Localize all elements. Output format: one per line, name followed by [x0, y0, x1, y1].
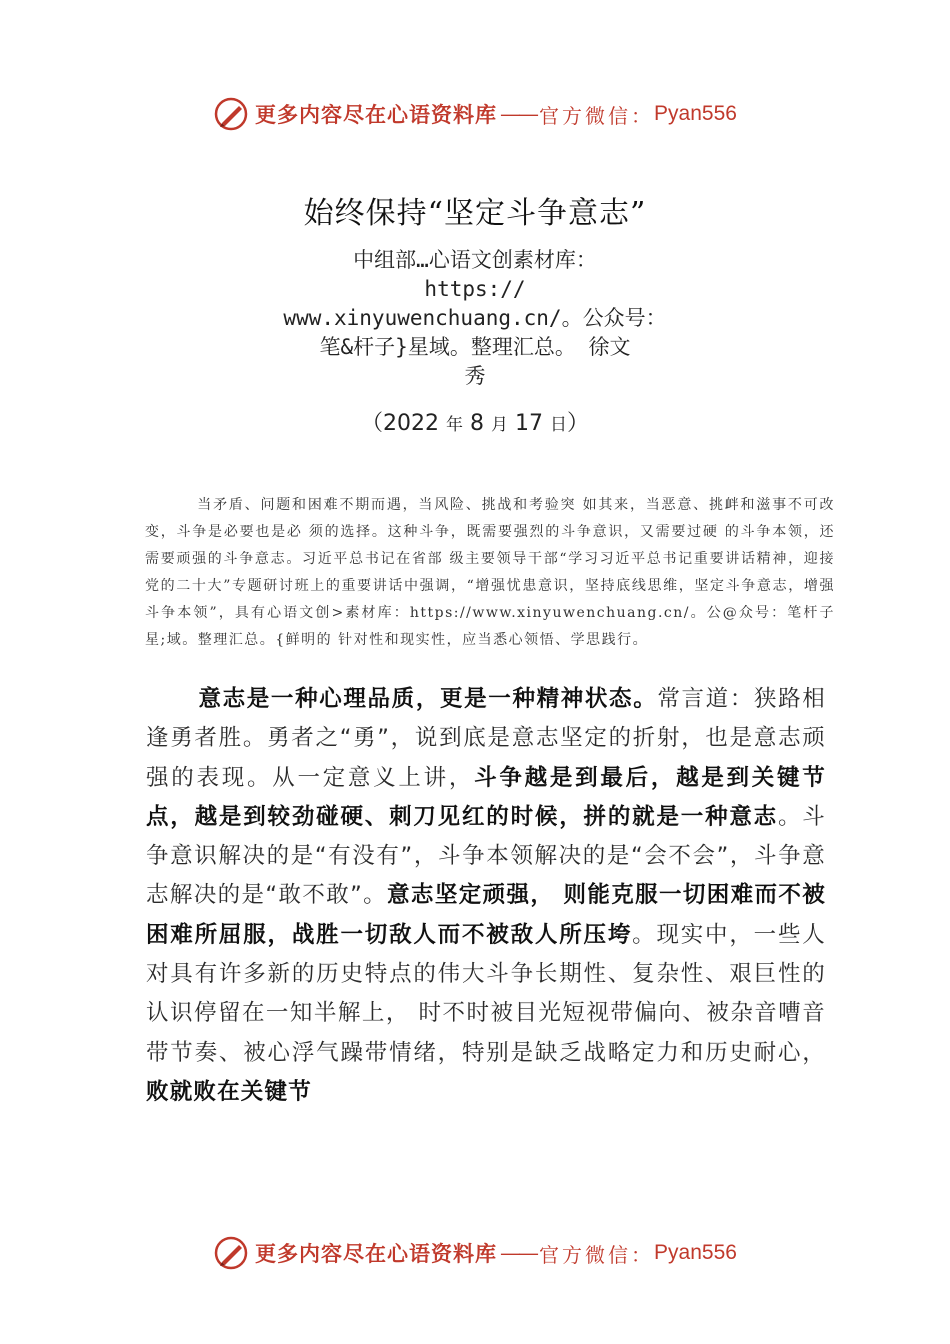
date-year-unit: 年: [446, 415, 463, 435]
banner-text: 更多内容尽在心语资料库: [255, 1241, 498, 1266]
body-segment-bold: 意志坚定顽强， 则能克服一切困难而不被困难所屈服，战胜一切敌人而不被敌人所压垮: [146, 882, 826, 948]
date-year: 2022: [383, 411, 439, 436]
body-segment: 。现实中，一些人对具有许多新的历史特点的伟大斗争长期性、复杂性、艰巨性的认识停留在一知半解上， 时不时被目光短视带偏向、被杂音嘈音带节奏、被心浮气躁带情绪，特别是缺乏战略定力和历史耐心，: [146, 921, 826, 1066]
abstract-text: 当矛盾、问题和困难不期而遇，当风险、挑战和考验突 如其来，当恶意、挑衅和滋事不可改变，斗争是必要也是必 须的选择。这种斗争，既需要强烈的斗争意识，又需要过硬 的斗争本领，还需要顽强的斗争意志。习近平总书记在省部 级主要领导干部“学习习近平总书记重要讲话精神，迎接党的二十大”专题研讨班上的重要讲话中强调，“增强忧患意识，坚持底线思维，坚定斗争意志，增强斗争本领”，具有心语文创>素材库：https://www.xinyuwenchuang.cn/。公@众号：笔杆子星;域。整理汇总。{鲜明的 针对性和现实性，应当悉心领悟、学思践行。: [145, 497, 835, 648]
date-month-unit: 月: [491, 415, 508, 435]
banner-text: 更多内容尽在心语资料库: [255, 102, 498, 127]
body-segment-bold: 斗争越是到最后，越是到关键节点，越是到较劲碰硬、刺刀见红的时候，拼的就是一种意志: [146, 764, 826, 830]
date-month: 8: [470, 411, 484, 436]
date-open: （: [360, 411, 383, 436]
byline-line: 笔&杆子}星域。整理汇总。 徐文: [319, 335, 631, 359]
banner-dash: ——: [500, 1241, 537, 1265]
footer-banner: [0, 1233, 950, 1273]
banner-wechat-label: 官方微信：: [539, 103, 655, 128]
body-segment-bold: 意志是一种心理品质，更是一种精神状态。: [198, 686, 658, 712]
pen-logo-icon: [213, 96, 249, 132]
pen-logo-icon: [213, 1235, 249, 1271]
banner-wechat-id: Pyan556: [654, 1241, 737, 1264]
byline-line: https://: [424, 277, 526, 301]
body-segment: 常言道：狭路相逢勇者胜。勇者之“勇”，说到底是意志坚定的折射，也是意志顽强的表现。从一定意义上讲，: [146, 686, 826, 791]
date-day: 17: [515, 411, 543, 436]
publish-date: [0, 406, 950, 437]
banner-wechat-label: 官方微信：: [539, 1242, 655, 1267]
byline: [270, 246, 680, 391]
banner-wechat-id: Pyan556: [654, 102, 737, 125]
date-close: ）: [567, 411, 590, 436]
body-paragraph: [146, 680, 826, 1112]
byline-line: 秀: [464, 364, 486, 388]
body-segment: 。斗争意识解决的是“有没有”，斗争本领解决的是“会不会”，斗争意志解决的是“敢不敢”。: [146, 803, 827, 909]
abstract-paragraph: [145, 492, 835, 654]
byline-line: 中组部…心语文创素材库：: [353, 248, 597, 272]
page-title: 始终保持“坚定斗争意志”: [303, 196, 647, 231]
byline-line: www.xinyuwenchuang.cn/。公众号：: [283, 306, 667, 330]
banner-dash: ——: [500, 102, 537, 126]
header-banner: [0, 94, 950, 134]
body-segment-bold: 败就败在关键节: [146, 1078, 312, 1105]
date-day-unit: 日: [550, 415, 567, 435]
